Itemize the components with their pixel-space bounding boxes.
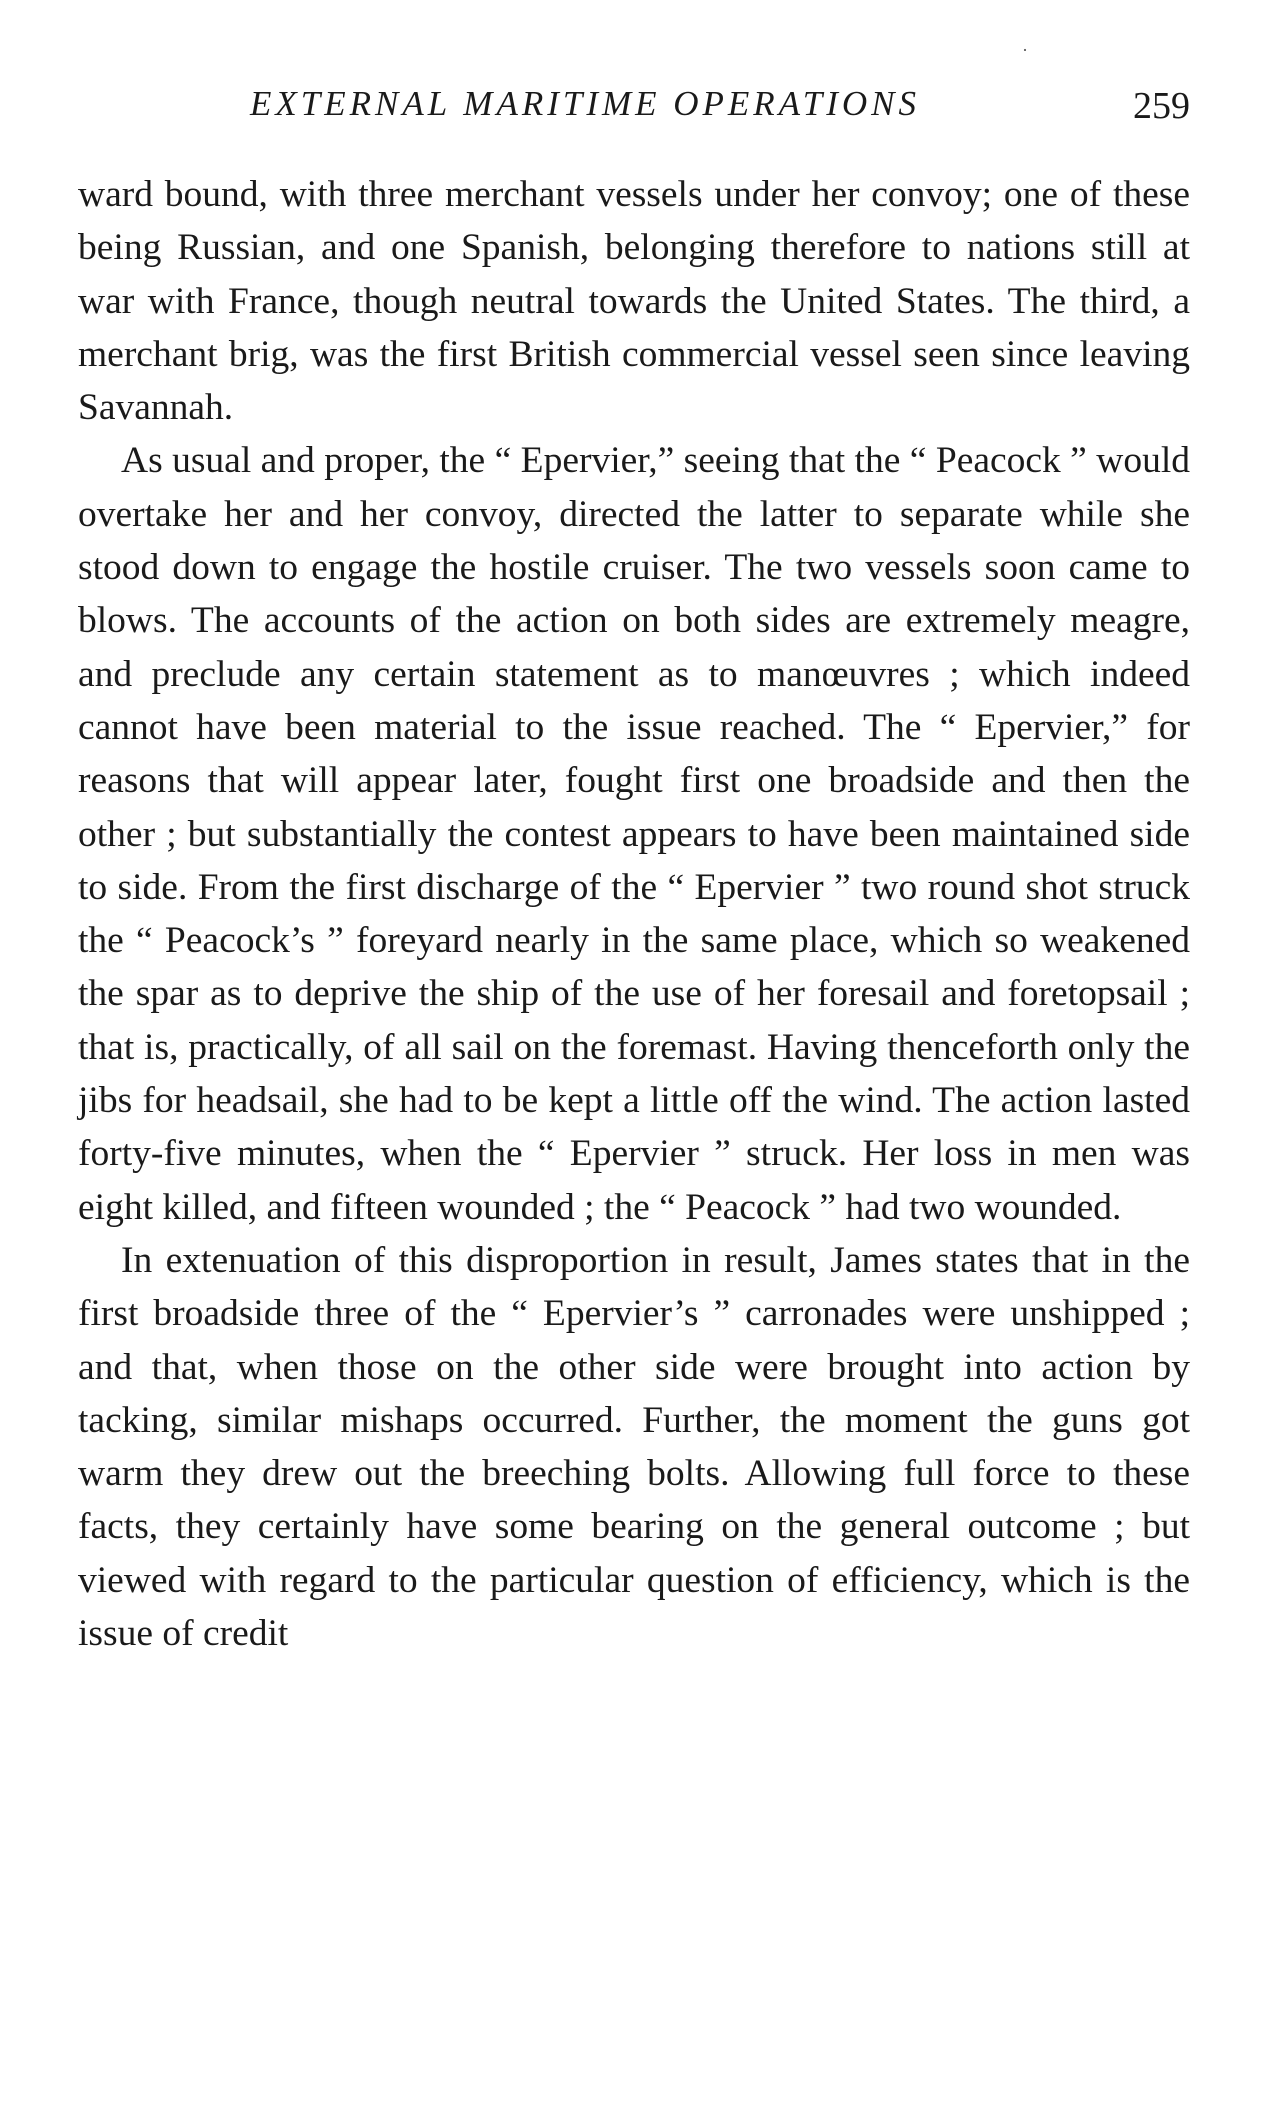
paragraph-1: ward bound, with three merchant vessels under her convoy; one of these being Russian, and one Spanish, belonging therefore to nations still at war with France, though neutral towards the United States. The third, a merchant brig, was the first British commercial vessel seen since leaving Savannah. <box>78 174 1190 429</box>
body-text <box>78 168 1190 1660</box>
page-header <box>78 80 1190 140</box>
paragraph-3: In extenuation of this disproportion in result, James states that in the first broadside three of the “ Epervier’s ” carronades were unshipped ; and that, when those on the other side were brought into action by tacking, similar mishaps occurred. Further, the moment the guns got warm they drew out the breeching bolts. Allowing full force to these facts, they certainly have some bearing on the general outcome ; but viewed with regard to the particular question of efficiency, which is the issue of credit <box>78 1239 1190 1655</box>
page-number: 259 <box>1133 85 1190 127</box>
speck-mark: · <box>1022 40 1028 60</box>
running-title: EXTERNAL MARITIME OPERATIONS <box>250 84 921 123</box>
paragraph-2: As usual and proper, the “ Epervier,” seeing that the “ Peacock ” would overtake her and her convoy, directed the latter to separate while she stood down to engage the hostile cruiser. The two vessels soon came to blows. The accounts of the action on both sides are extremely meagre, and preclude any certain statement as to manœuvres ; which indeed cannot have been material to the issue reached. The “ Epervier,” for reasons that will appear later, fought first one broadside and then the other ; but substantially the contest appears to have been maintained side to side. From the first discharge of the “ Epervier ” two round shot struck the “ Peacock’s ” foreyard nearly in the same place, which so weakened the spar as to deprive the ship of the use of her foresail and foretopsail ; that is, practically, of all sail on the foremast. Having thenceforth only the jibs for headsail, she had to be kept a little off the wind. The action lasted forty-five minutes, when the “ Epervier ” struck. Her loss in men was eight killed, and fifteen wounded ; the “ Peacock ” had two wounded. <box>78 440 1190 1228</box>
